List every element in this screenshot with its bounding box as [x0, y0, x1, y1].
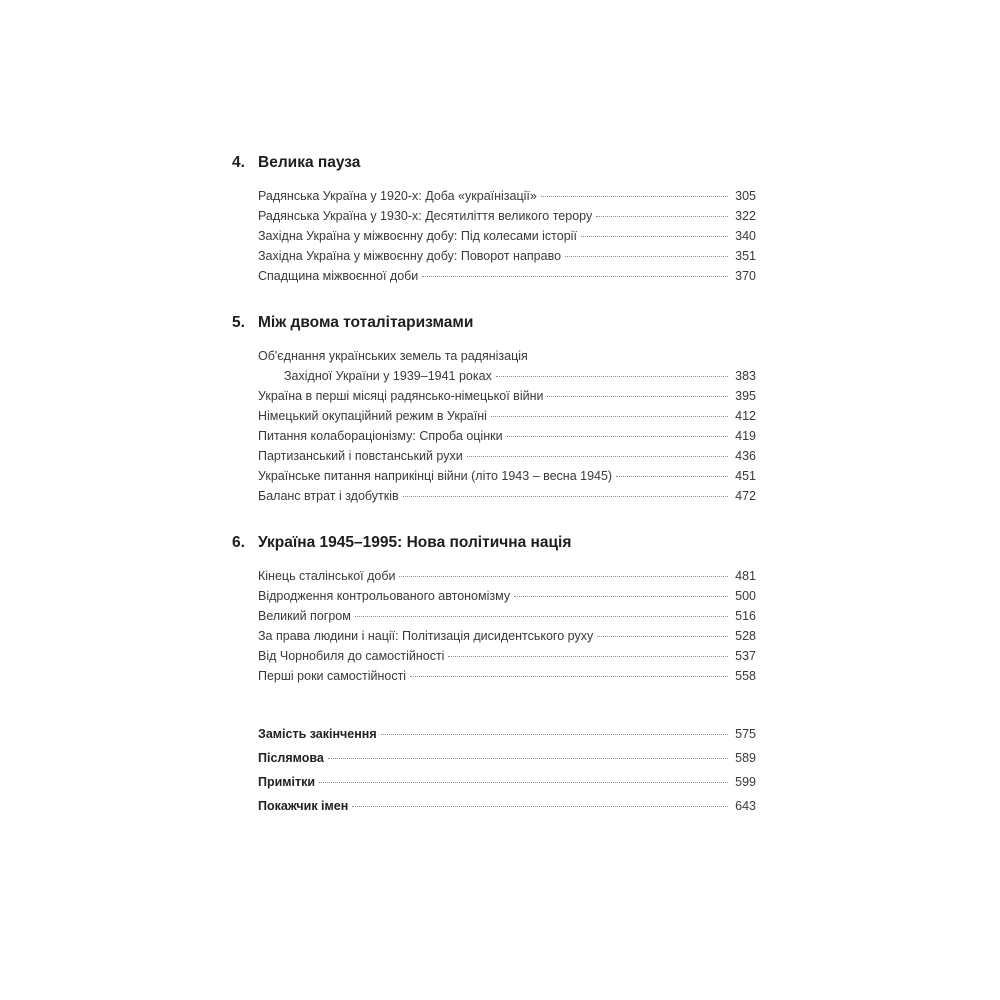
entry-title: Західна Україна у міжвоєнну добу: Поворот направо	[258, 249, 562, 263]
dot-leader	[422, 276, 728, 277]
entry-title: Радянська Україна у 1930-х: Десятиліття великого терору	[258, 209, 593, 223]
entry-title: Питання колабораціонізму: Спроба оцінки	[258, 429, 503, 443]
chapter-6	[232, 532, 756, 686]
dot-leader	[403, 496, 728, 497]
entry-title: Баланс втрат і здобутків	[258, 489, 399, 503]
entry-page-number: 322	[735, 209, 756, 223]
entry-title: Спадщина міжвоєнної доби	[258, 269, 419, 283]
entry-title: Замість закінчення	[258, 727, 377, 741]
toc-entry[interactable]	[258, 466, 756, 486]
toc-entry-back-matter[interactable]	[258, 722, 756, 746]
entry-line2-row	[258, 366, 756, 386]
entry-title: Українське питання наприкінці війни (літо 1943 – весна 1945)	[258, 469, 613, 483]
dot-leader	[565, 256, 728, 257]
entry-page-number: 500	[735, 589, 756, 603]
toc-entry[interactable]	[258, 646, 756, 666]
toc-entry[interactable]	[258, 586, 756, 606]
dot-leader	[410, 676, 728, 677]
toc-entry[interactable]	[258, 426, 756, 446]
dot-leader	[507, 436, 728, 437]
entry-page-number: 436	[735, 449, 756, 463]
entry-title: Великий погром	[258, 609, 351, 623]
entry-title: Радянська Україна у 1920-х: Доба «українізації»	[258, 189, 537, 203]
toc-entry[interactable]	[258, 446, 756, 466]
entry-page-number: 516	[735, 609, 756, 623]
entry-title-line1: Об'єднання українських земель та радянізація	[258, 349, 528, 363]
dot-leader	[381, 734, 728, 735]
entry-page-number: 395	[735, 389, 756, 403]
toc-entry[interactable]	[258, 406, 756, 426]
entry-title-line2: Західної України у 1939–1941 роках	[284, 369, 492, 383]
entry-page-number: 643	[735, 799, 756, 813]
entry-page-number: 528	[735, 629, 756, 643]
entry-title: Партизанський і повстанський рухи	[258, 449, 463, 463]
chapter-entries	[232, 186, 756, 286]
chapter-entries	[232, 346, 756, 506]
entry-page-number: 481	[735, 569, 756, 583]
entry-page-number: 589	[735, 751, 756, 765]
table-of-contents	[232, 152, 756, 818]
dot-leader	[328, 758, 728, 759]
entry-page-number: 558	[735, 669, 756, 683]
dot-leader	[491, 416, 728, 417]
chapter-number: 4.	[232, 154, 245, 171]
entry-page-number: 472	[735, 489, 756, 503]
chapter-title	[232, 312, 756, 334]
toc-entry[interactable]	[258, 606, 756, 626]
entry-page-number: 599	[735, 775, 756, 789]
dot-leader	[399, 576, 728, 577]
dot-leader	[541, 196, 728, 197]
dot-leader	[596, 216, 728, 217]
toc-entry-back-matter[interactable]	[258, 770, 756, 794]
toc-entry[interactable]	[258, 226, 756, 246]
dot-leader	[616, 476, 728, 477]
entry-page-number: 383	[735, 369, 756, 383]
entry-title: Післямова	[258, 751, 324, 765]
entry-page-number: 340	[735, 229, 756, 243]
dot-leader	[319, 782, 728, 783]
dot-leader	[352, 806, 728, 807]
entry-page-number: 575	[735, 727, 756, 741]
dot-leader	[581, 236, 728, 237]
entry-title: Західна Україна у міжвоєнну добу: Під колесами історії	[258, 229, 577, 243]
toc-entry[interactable]	[258, 626, 756, 646]
entry-title: Перші роки самостійності	[258, 669, 407, 683]
entry-title: Кінець сталінської доби	[258, 569, 396, 583]
toc-entry[interactable]	[258, 666, 756, 686]
toc-entry[interactable]	[258, 266, 756, 286]
dot-leader	[514, 596, 728, 597]
entry-page-number: 451	[735, 469, 756, 483]
entry-title: Німецький окупаційний режим в Україні	[258, 409, 487, 423]
entry-title: Від Чорнобиля до самостійності	[258, 649, 445, 663]
entry-page-number: 412	[735, 409, 756, 423]
entry-title: Покажчик імен	[258, 799, 349, 813]
entry-title: Україна в перші місяці радянсько-німецької війни	[258, 389, 544, 403]
toc-entry-back-matter[interactable]	[258, 794, 756, 818]
toc-entry[interactable]	[258, 186, 756, 206]
toc-entry-multiline[interactable]	[258, 346, 756, 386]
chapter-number: 6.	[232, 534, 245, 551]
entry-page-number: 351	[735, 249, 756, 263]
chapter-title	[232, 532, 756, 554]
chapter-title-text: Між двома тоталітаризмами	[258, 314, 474, 331]
chapter-title-text: Велика пауза	[258, 154, 361, 171]
toc-entry[interactable]	[258, 206, 756, 226]
toc-entry[interactable]	[258, 386, 756, 406]
chapter-title-text: Україна 1945–1995: Нова політична нація	[258, 534, 572, 551]
toc-entry[interactable]	[258, 566, 756, 586]
chapter-entries	[232, 566, 756, 686]
dot-leader	[355, 616, 728, 617]
chapter-title	[232, 152, 756, 174]
dot-leader	[467, 456, 728, 457]
dot-leader	[496, 376, 728, 377]
chapter-number: 5.	[232, 314, 245, 331]
entry-page-number: 419	[735, 429, 756, 443]
dot-leader	[448, 656, 728, 657]
entry-title: За права людини і нації: Політизація дисидентського руху	[258, 629, 594, 643]
entry-page-number: 537	[735, 649, 756, 663]
toc-entry[interactable]	[258, 486, 756, 506]
chapter-5	[232, 312, 756, 506]
toc-entry-back-matter[interactable]	[258, 746, 756, 770]
entry-title: Примітки	[258, 775, 316, 789]
entry-page-number: 305	[735, 189, 756, 203]
chapter-4	[232, 152, 756, 286]
toc-entry[interactable]	[258, 246, 756, 266]
entry-page-number: 370	[735, 269, 756, 283]
back-matter	[232, 722, 756, 818]
entry-title: Відродження контрольованого автономізму	[258, 589, 511, 603]
dot-leader	[547, 396, 728, 397]
dot-leader	[597, 636, 728, 637]
